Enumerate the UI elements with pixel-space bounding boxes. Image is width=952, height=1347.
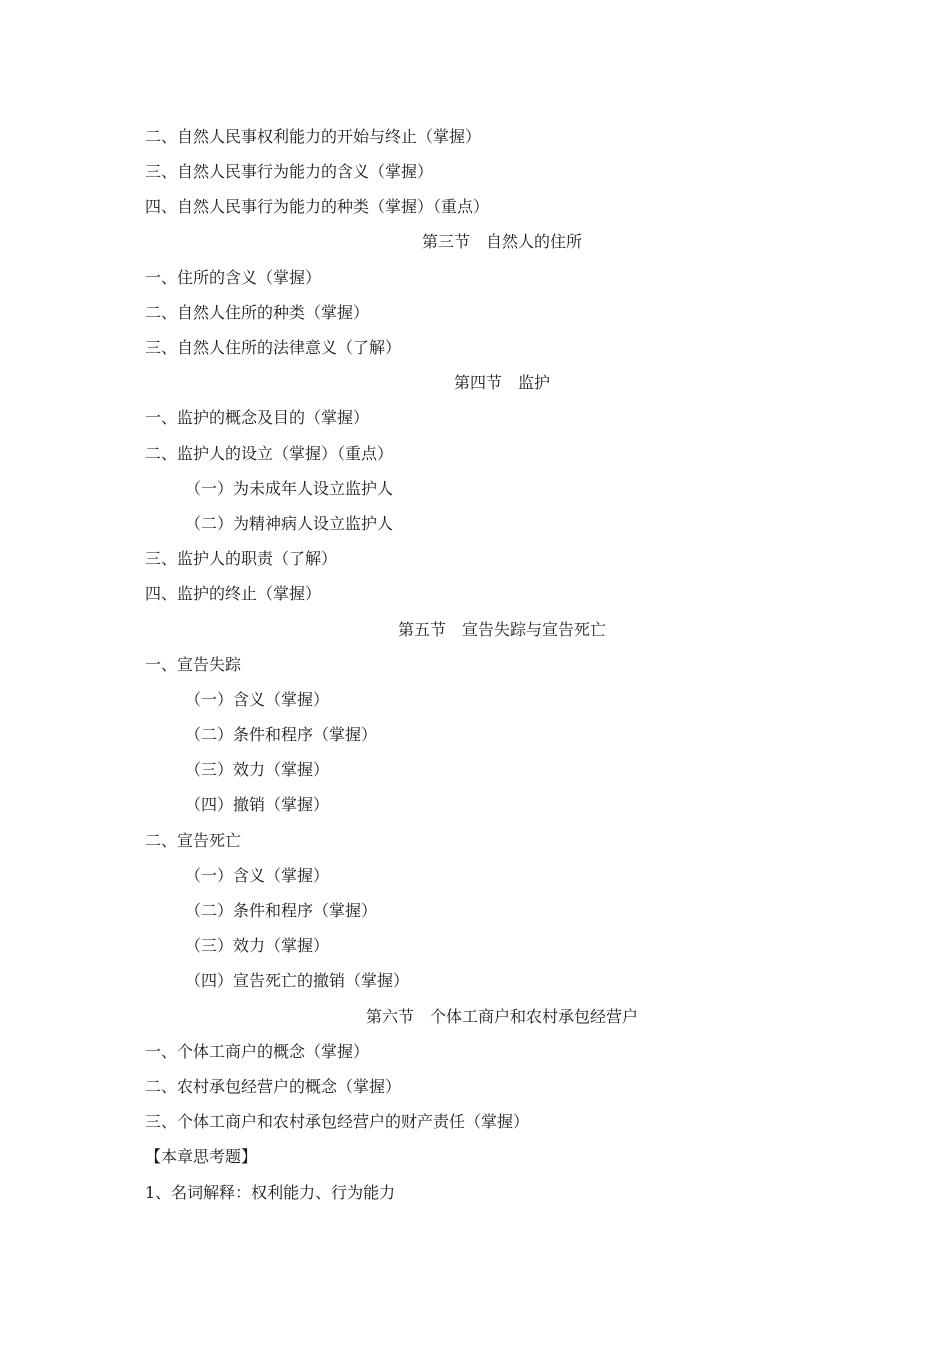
chapter-questions-heading: 【本章思考题】 — [145, 1147, 258, 1166]
outline-item: 四、监护的终止（掌握） — [145, 584, 322, 603]
outline-subitem: （二）为精神病人设立监护人 — [185, 514, 394, 533]
outline-subitem: （一）含义（掌握） — [185, 690, 330, 709]
outline-subitem: （一）含义（掌握） — [185, 866, 330, 885]
outline-item: 一、个体工商户的概念（掌握） — [145, 1042, 370, 1061]
outline-item: 三、自然人民事行为能力的含义（掌握） — [145, 162, 434, 181]
outline-subitem: （四）宣告死亡的撤销（掌握） — [185, 971, 410, 990]
outline-subitem: （四）撤销（掌握） — [185, 795, 330, 814]
outline-item: 二、农村承包经营户的概念（掌握） — [145, 1077, 402, 1096]
outline-item: 一、宣告失踪 — [145, 655, 242, 674]
outline-item: 三、自然人住所的法律意义（了解） — [145, 338, 402, 357]
outline-subitem: （三）效力（掌握） — [185, 936, 330, 955]
outline-item: 二、监护人的设立（掌握）（重点） — [145, 444, 394, 463]
outline-item: 二、自然人住所的种类（掌握） — [145, 303, 370, 322]
outline-item: 二、自然人民事权利能力的开始与终止（掌握） — [145, 127, 482, 146]
outline-item: 三、个体工商户和农村承包经营户的财产责任（掌握） — [145, 1112, 530, 1131]
question-item: 1、名词解释：权利能力、行为能力 — [145, 1183, 396, 1202]
outline-item: 二、宣告死亡 — [145, 831, 242, 850]
section-heading: 第三节 自然人的住所 — [421, 232, 582, 251]
outline-item: 三、监护人的职责（了解） — [145, 549, 338, 568]
outline-subitem: （一）为未成年人设立监护人 — [185, 479, 394, 498]
outline-item: 一、住所的含义（掌握） — [145, 268, 322, 287]
outline-subitem: （二）条件和程序（掌握） — [185, 725, 378, 744]
section-heading: 第四节 监护 — [453, 373, 550, 392]
section-heading: 第六节 个体工商户和农村承包经营户 — [365, 1007, 638, 1026]
outline-subitem: （三）效力（掌握） — [185, 760, 330, 779]
outline-item: 一、监护的概念及目的（掌握） — [145, 408, 370, 427]
section-heading: 第五节 宣告失踪与宣告死亡 — [397, 620, 606, 639]
outline-item: 四、自然人民事行为能力的种类（掌握）（重点） — [145, 197, 490, 216]
outline-subitem: （二）条件和程序（掌握） — [185, 901, 378, 920]
